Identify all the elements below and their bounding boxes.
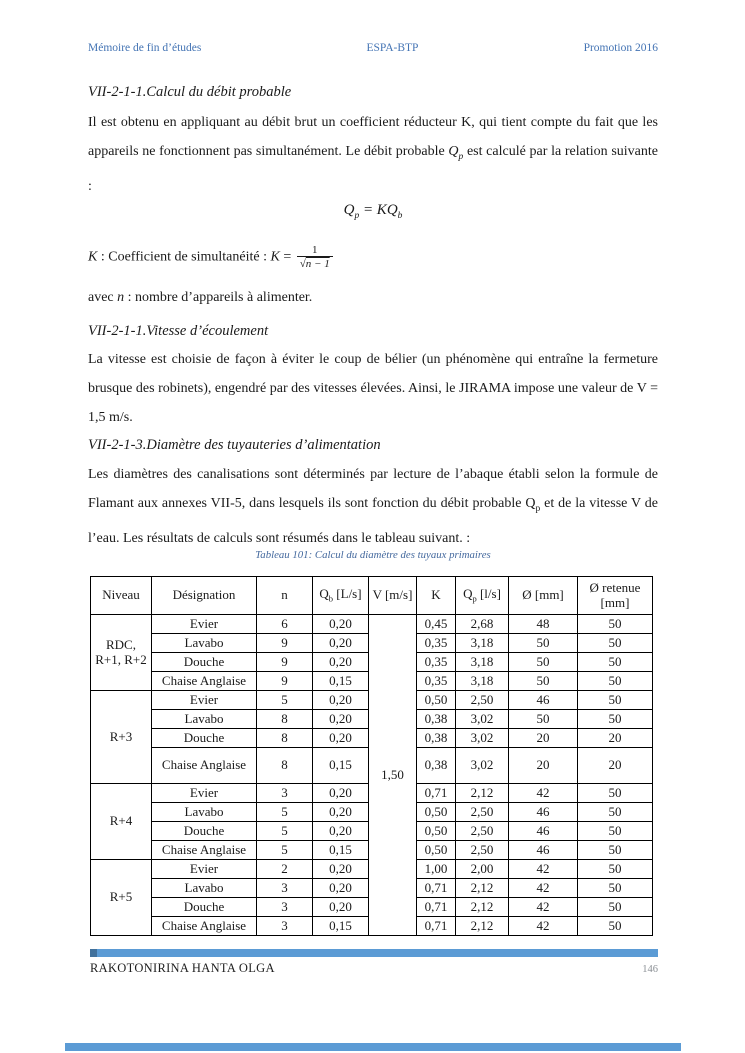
radicand: n − 1 xyxy=(305,258,330,271)
qb-cell: 0,20 xyxy=(313,710,369,729)
designation-cell: Douche xyxy=(152,653,257,672)
section1-paragraph xyxy=(88,108,658,201)
designation-cell: Evier xyxy=(152,860,257,879)
table-row xyxy=(91,615,653,634)
k-fraction xyxy=(297,244,333,270)
table-header-cell: n xyxy=(257,577,313,615)
designation-cell: Evier xyxy=(152,691,257,710)
k-var-1: K xyxy=(88,249,98,265)
k-cell: 1,00 xyxy=(417,860,456,879)
niveau-cell: R+4 xyxy=(91,784,152,860)
retained-diameter-cell: 50 xyxy=(578,917,653,936)
footer-author: RAKOTONIRINA HANTA OLGA xyxy=(90,961,275,975)
pipe-diameter-table xyxy=(90,576,653,936)
table-header-cell: Ø [mm] xyxy=(509,577,578,615)
designation-cell: Douche xyxy=(152,729,257,748)
formula-lhs: Q xyxy=(343,202,355,218)
designation-cell: Lavabo xyxy=(152,634,257,653)
diameter-cell: 50 xyxy=(509,672,578,691)
formula-mid: = KQ xyxy=(359,202,398,218)
qb-cell: 0,20 xyxy=(313,822,369,841)
n-cell: 9 xyxy=(257,653,313,672)
k-cell: 0,38 xyxy=(417,710,456,729)
header-center: ESPA-BTP xyxy=(366,42,419,54)
k-equals: = xyxy=(279,249,295,265)
qp-cell: 2,00 xyxy=(456,860,509,879)
designation-cell: Lavabo xyxy=(152,879,257,898)
table-caption: Tableau 101: Calcul du diamètre des tuyaux primaires xyxy=(255,549,491,561)
qp-cell: 3,02 xyxy=(456,710,509,729)
retained-diameter-cell: 50 xyxy=(578,879,653,898)
designation-cell: Chaise Anglaise xyxy=(152,672,257,691)
section2-paragraph: La vitesse est choisie de façon à éviter le coup de bélier (un phénomène qui entraîne la fermeture brusque des robinets), engendré par des vitesses élevées. Ainsi, le JIRAMA impose une valeur de V = 1,5 m/s. xyxy=(88,352,658,425)
k-cell: 0,38 xyxy=(417,729,456,748)
avec-post: : nombre d’appareils à alimenter. xyxy=(124,290,313,305)
qp-sub: p xyxy=(458,151,464,162)
k-var-2: K xyxy=(270,249,280,265)
header-subscript: p xyxy=(472,593,477,604)
section3-qp-sub: p xyxy=(535,503,541,514)
designation-cell: Chaise Anglaise xyxy=(152,917,257,936)
k-cell: 0,38 xyxy=(417,748,456,784)
qb-cell: 0,20 xyxy=(313,653,369,672)
section3-heading: VII-2-1-3.Diamètre des tuyauteries d’alimentation xyxy=(88,437,381,453)
qp-inline-var xyxy=(448,144,464,162)
n-cell: 3 xyxy=(257,898,313,917)
retained-diameter-cell: 50 xyxy=(578,691,653,710)
diameter-cell: 46 xyxy=(509,691,578,710)
page-bottom-bar xyxy=(65,1043,681,1051)
k-cell: 0,50 xyxy=(417,822,456,841)
retained-diameter-cell: 50 xyxy=(578,710,653,729)
table-header-cell: $Q_p$ [l/s] xyxy=(456,577,509,615)
retained-diameter-cell: 50 xyxy=(578,615,653,634)
designation-cell: Douche xyxy=(152,898,257,917)
k-cell: 0,50 xyxy=(417,803,456,822)
diameter-cell: 50 xyxy=(509,710,578,729)
section3-paragraph xyxy=(88,460,658,553)
n-cell: 3 xyxy=(257,784,313,803)
table-header-cell: $Q_b$ [L/s] xyxy=(313,577,369,615)
designation-cell: Lavabo xyxy=(152,710,257,729)
section1-heading: VII-2-1-1.Calcul du débit probable xyxy=(88,84,292,100)
designation-cell: Chaise Anglaise xyxy=(152,841,257,860)
section3-para-part2: et de la vitesse V de l’eau. Les résultats de calculs sont résumés dans le tableau suivant. : xyxy=(88,496,658,546)
qb-cell: 0,20 xyxy=(313,615,369,634)
diameter-cell: 20 xyxy=(509,729,578,748)
table-header-cell: K xyxy=(417,577,456,615)
qp-cell: 2,50 xyxy=(456,822,509,841)
qp-cell: 2,50 xyxy=(456,691,509,710)
n-cell: 9 xyxy=(257,634,313,653)
retained-diameter-cell: 20 xyxy=(578,748,653,784)
retained-diameter-cell: 20 xyxy=(578,729,653,748)
qp-cell: 2,68 xyxy=(456,615,509,634)
qp-cell: 3,18 xyxy=(456,672,509,691)
diameter-cell: 50 xyxy=(509,653,578,672)
n-cell: 8 xyxy=(257,748,313,784)
qp-cell: 2,50 xyxy=(456,841,509,860)
n-cell: 5 xyxy=(257,841,313,860)
qb-cell: 0,20 xyxy=(313,634,369,653)
section1-para-part2: est calculé par la relation suivante : xyxy=(88,144,658,194)
niveau-cell: R+3 xyxy=(91,691,152,784)
n-cell: 5 xyxy=(257,822,313,841)
qb-cell: 0,20 xyxy=(313,784,369,803)
k-cell: 0,35 xyxy=(417,653,456,672)
qb-cell: 0,15 xyxy=(313,672,369,691)
designation-cell: Chaise Anglaise xyxy=(152,748,257,784)
qb-cell: 0,20 xyxy=(313,803,369,822)
retained-diameter-cell: 50 xyxy=(578,860,653,879)
section2-heading: VII-2-1-1.Vitesse d’écoulement xyxy=(88,323,269,339)
header-left: Mémoire de fin d’études xyxy=(88,42,202,54)
designation-cell: Evier xyxy=(152,784,257,803)
diameter-cell: 50 xyxy=(509,634,578,653)
table-header-row xyxy=(91,577,653,615)
footer-page-number: 146 xyxy=(642,964,658,975)
designation-cell: Lavabo xyxy=(152,803,257,822)
qp-cell: 2,12 xyxy=(456,917,509,936)
header-right: Promotion 2016 xyxy=(583,42,658,54)
k-cell: 0,71 xyxy=(417,879,456,898)
section3-para-part1: Les diamètres des canalisations sont déterminés par lecture de l’abaque établi selon la formule de Flamant aux annexes VII-5, dans lesquels ils sont fonction du débit probable Q xyxy=(88,467,658,511)
k-cell: 0,71 xyxy=(417,784,456,803)
qb-cell: 0,15 xyxy=(313,841,369,860)
page-header xyxy=(88,42,658,54)
table-header-cell: V [m/s] xyxy=(369,577,417,615)
coefficient-line xyxy=(88,244,658,270)
k-cell: 0,50 xyxy=(417,691,456,710)
diameter-cell: 42 xyxy=(509,860,578,879)
table-header-cell: Ø retenue [mm] xyxy=(578,577,653,615)
table-body xyxy=(91,615,653,936)
formula-lhs-sub: p xyxy=(354,211,360,221)
retained-diameter-cell: 50 xyxy=(578,822,653,841)
n-cell: 2 xyxy=(257,860,313,879)
k-cell: 0,35 xyxy=(417,672,456,691)
avec-line xyxy=(88,290,658,306)
diameter-cell: 42 xyxy=(509,898,578,917)
diameter-cell: 42 xyxy=(509,879,578,898)
formula-rhs-sub: b xyxy=(397,211,403,221)
retained-diameter-cell: 50 xyxy=(578,672,653,691)
n-var: n xyxy=(117,290,125,305)
k-label: : Coefficient de simultanéité : xyxy=(97,249,271,265)
designation-cell: Douche xyxy=(152,822,257,841)
qb-cell: 0,15 xyxy=(313,748,369,784)
qb-cell: 0,20 xyxy=(313,860,369,879)
k-cell: 0,35 xyxy=(417,634,456,653)
diameter-cell: 46 xyxy=(509,841,578,860)
niveau-cell: RDC, R+1, R+2 xyxy=(91,615,152,691)
n-cell: 3 xyxy=(257,917,313,936)
section1-para-part1: Il est obtenu en appliquant au débit brut un coefficient réducteur K, qui tient compte du fait que les appareils ne fonctionnent pas simultanément. Le débit probable xyxy=(88,115,658,159)
sqrt-symbol: √ xyxy=(299,258,306,271)
qb-cell: 0,15 xyxy=(313,917,369,936)
retained-diameter-cell: 50 xyxy=(578,653,653,672)
n-cell: 6 xyxy=(257,615,313,634)
table-header-cell: Désignation xyxy=(152,577,257,615)
qp-cell: 2,50 xyxy=(456,803,509,822)
n-cell: 9 xyxy=(257,672,313,691)
formula-qp xyxy=(88,202,658,221)
diameter-cell: 42 xyxy=(509,917,578,936)
diameter-cell: 46 xyxy=(509,803,578,822)
k-cell: 0,71 xyxy=(417,898,456,917)
qb-cell: 0,20 xyxy=(313,898,369,917)
qp-cell: 3,18 xyxy=(456,653,509,672)
n-cell: 5 xyxy=(257,803,313,822)
fraction-numerator: 1 xyxy=(311,244,318,256)
designation-cell: Evier xyxy=(152,615,257,634)
n-cell: 5 xyxy=(257,691,313,710)
n-cell: 8 xyxy=(257,729,313,748)
retained-diameter-cell: 50 xyxy=(578,784,653,803)
retained-diameter-cell: 50 xyxy=(578,634,653,653)
qp-cell: 3,02 xyxy=(456,729,509,748)
diameter-cell: 20 xyxy=(509,748,578,784)
k-cell: 0,50 xyxy=(417,841,456,860)
table-head xyxy=(91,577,653,615)
qp-cell: 3,02 xyxy=(456,748,509,784)
velocity-cell: 1,50 xyxy=(369,615,417,936)
retained-diameter-cell: 50 xyxy=(578,898,653,917)
retained-diameter-cell: 50 xyxy=(578,803,653,822)
qb-cell: 0,20 xyxy=(313,691,369,710)
avec-pre: avec xyxy=(88,290,118,305)
diameter-cell: 46 xyxy=(509,822,578,841)
k-cell: 0,71 xyxy=(417,917,456,936)
retained-diameter-cell: 50 xyxy=(578,841,653,860)
qp-cell: 2,12 xyxy=(456,784,509,803)
fraction-denominator xyxy=(297,256,333,270)
qb-cell: 0,20 xyxy=(313,729,369,748)
footer-rule-bar xyxy=(90,949,658,957)
qp-cell: 3,18 xyxy=(456,634,509,653)
qp-var: Q xyxy=(448,144,459,159)
niveau-cell: R+5 xyxy=(91,860,152,936)
diameter-cell: 48 xyxy=(509,615,578,634)
footer-rule-cap xyxy=(90,949,97,957)
qp-cell: 2,12 xyxy=(456,898,509,917)
header-subscript: b xyxy=(328,593,334,604)
qb-cell: 0,20 xyxy=(313,879,369,898)
n-cell: 3 xyxy=(257,879,313,898)
qp-cell: 2,12 xyxy=(456,879,509,898)
k-cell: 0,45 xyxy=(417,615,456,634)
table-header-cell: Niveau xyxy=(91,577,152,615)
diameter-cell: 42 xyxy=(509,784,578,803)
n-cell: 8 xyxy=(257,710,313,729)
